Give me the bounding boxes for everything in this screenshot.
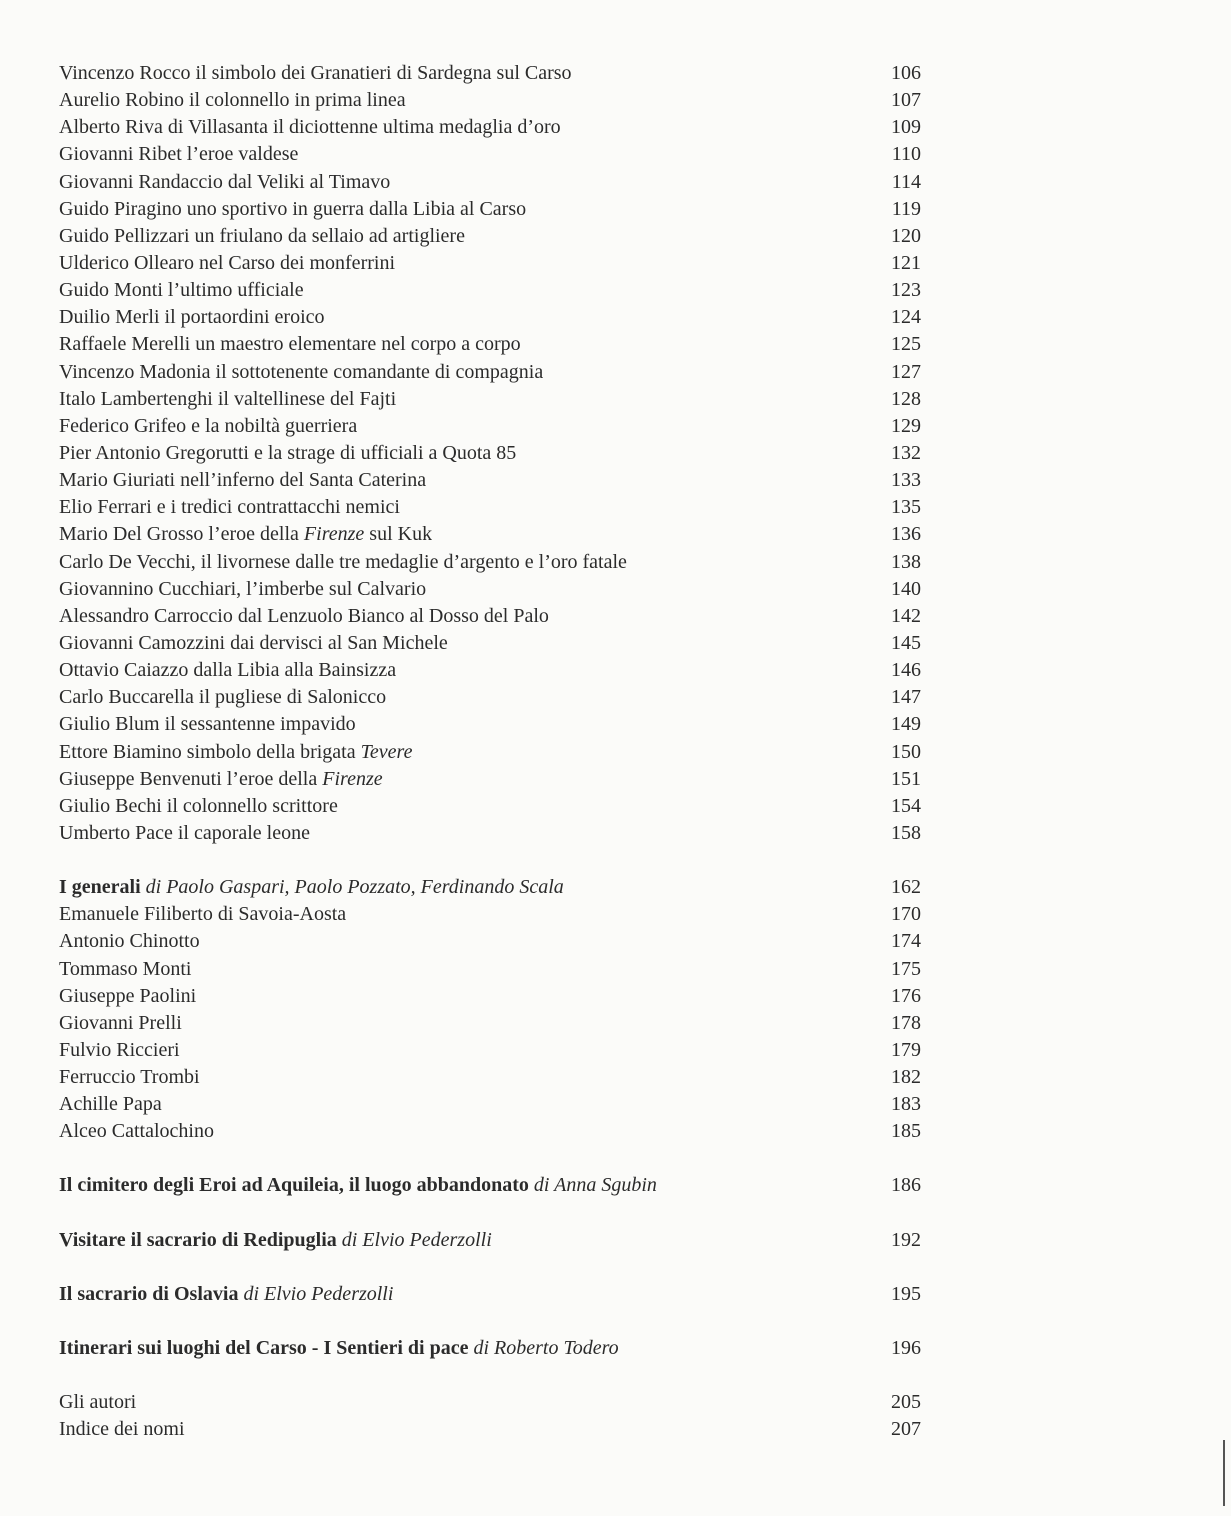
- toc-section: [59, 60, 921, 847]
- toc-entry-title-part: Umberto Pace il caporale leone: [59, 821, 310, 844]
- toc-entry: [59, 1281, 921, 1308]
- toc-entry-title-part: Alberto Riva di Villasanta il diciottenne ultima medaglia d’oro: [59, 116, 561, 139]
- toc-entry-page-number: 146: [891, 659, 921, 682]
- toc-entry-page-number: 178: [891, 1011, 921, 1034]
- toc-entry: [59, 766, 921, 793]
- toc-entry-title-part: Giulio Bechi il colonnello scrittore: [59, 794, 338, 817]
- toc-entry-title-part: Ulderico Ollearo nel Carso dei monferrini: [59, 251, 395, 274]
- toc-entry-title-part: Giuseppe Benvenuti l’eroe della: [59, 767, 323, 790]
- toc-entry-page-number: 147: [891, 686, 921, 709]
- toc-entry-page-number: 162: [891, 876, 921, 899]
- toc-entry-title: [59, 576, 426, 603]
- toc-entry-page-number: 142: [891, 604, 921, 627]
- toc-entry-title: [59, 1172, 657, 1199]
- toc-entry-title-part: Mario Giuriati nell’inferno del Santa Caterina: [59, 469, 427, 492]
- toc-entry-title-part: Giovanni Prelli: [59, 1011, 182, 1034]
- toc-entry: [59, 901, 921, 928]
- toc-entry-title-part: Duilio Merli il portaordini eroico: [59, 306, 325, 329]
- toc-entry: [59, 711, 921, 738]
- toc-entry-title: [59, 711, 356, 738]
- toc-entry-title-part: Il cimitero degli Eroi ad Aquileia, il luogo abbandonato: [59, 1174, 529, 1197]
- toc-entry-title-part: Aurelio Robino il colonnello in prima linea: [59, 89, 406, 112]
- toc-entry-title-part: Ferruccio Trombi: [59, 1066, 200, 1089]
- toc-entry: [59, 1172, 921, 1199]
- toc-entry-title: [59, 766, 383, 793]
- toc-entry-page-number: 176: [891, 984, 921, 1007]
- toc-entry-title-part: Tommaso Monti: [59, 957, 192, 980]
- toc-entry: [59, 684, 921, 711]
- toc-entry-title: [59, 87, 406, 114]
- toc-entry: [59, 793, 921, 820]
- toc-section: [59, 1172, 921, 1199]
- toc-entry-title: [59, 820, 310, 847]
- toc-entry-title: [59, 1118, 214, 1145]
- toc-section: [59, 1335, 921, 1362]
- toc-entry: [59, 386, 921, 413]
- toc-entry-page-number: 192: [891, 1228, 921, 1251]
- toc-entry-title: [59, 739, 412, 766]
- toc-entry: [59, 1335, 921, 1362]
- toc-entry-title-part: Itinerari sui luoghi del Carso - I Sentieri di pace: [59, 1336, 469, 1359]
- toc-entry: [59, 114, 921, 141]
- toc-entry-title-part: Gli autori: [59, 1391, 137, 1414]
- toc-entry-title: [59, 1389, 136, 1416]
- toc-entry-page-number: 175: [891, 957, 921, 980]
- toc-entry-title-part: di Elvio Pederzolli: [341, 1228, 492, 1251]
- toc-entry-title: [59, 331, 521, 358]
- toc-entry: [59, 494, 921, 521]
- toc-entry-page-number: 106: [891, 62, 921, 84]
- toc-entry-title: [59, 1227, 492, 1254]
- toc-entry-title: [59, 1281, 393, 1308]
- toc-entry-title: [59, 60, 572, 87]
- toc-entry-title-part: Giovanni Randaccio dal Veliki al Timavo: [59, 170, 391, 193]
- toc-entry-title-part: di Anna Sgubin: [533, 1174, 657, 1197]
- toc-entry-page-number: 182: [891, 1066, 921, 1089]
- toc-entry-title-part: Vincenzo Rocco il simbolo dei Granatieri di Sardegna sul Carso: [59, 62, 572, 84]
- toc-entry: [59, 630, 921, 657]
- toc-entry-title-part: Indice dei nomi: [59, 1418, 185, 1441]
- toc-entry-title-part: Giulio Blum il sessantenne impavido: [59, 713, 356, 736]
- toc-entry-page-number: 186: [891, 1174, 921, 1197]
- toc-entry-title: [59, 1064, 200, 1091]
- toc-entry-title-part: Antonio Chinotto: [59, 930, 200, 953]
- toc-entry-title: [59, 630, 448, 657]
- toc-entry-title: [59, 494, 400, 521]
- toc-entry: [59, 1064, 921, 1091]
- toc-entry: [59, 60, 921, 87]
- toc-entry-title-part: Firenze: [303, 523, 365, 546]
- toc-entry: [59, 467, 921, 494]
- toc-entry-title-part: Giuseppe Paolini: [59, 984, 197, 1007]
- toc-entry-title-part: di Elvio Pederzolli: [243, 1282, 394, 1305]
- toc-entry-title-part: Giovannino Cucchiari, l’imberbe sul Calvario: [59, 577, 427, 600]
- toc-entry-title: [59, 196, 526, 223]
- toc-entry-title-part: Guido Pellizzari un friulano da sellaio ad artigliere: [59, 224, 465, 247]
- toc-entry-title-part: Giovanni Ribet l’eroe valdese: [59, 143, 299, 166]
- toc-entry: [59, 1389, 921, 1416]
- toc-entry-page-number: 150: [891, 740, 921, 763]
- toc-entry-title-part: Carlo Buccarella il pugliese di Salonicco: [59, 686, 387, 709]
- toc-entry-page-number: 183: [891, 1093, 921, 1116]
- toc-entry: [59, 576, 921, 603]
- toc-entry-title-part: Achille Papa: [59, 1093, 162, 1116]
- toc-entry-page-number: 174: [891, 930, 921, 953]
- toc-entry-page-number: 132: [891, 441, 921, 464]
- toc-entry: [59, 1118, 921, 1145]
- toc-entry-page-number: 158: [891, 821, 921, 844]
- toc-entry-page-number: 124: [891, 306, 921, 329]
- toc-entry-page-number: 185: [891, 1120, 921, 1143]
- toc-entry-title-part: Ottavio Caiazzo dalla Libia alla Bainsizza: [59, 659, 397, 682]
- toc-entry-page-number: 135: [891, 496, 921, 519]
- toc-entry-page-number: 145: [891, 631, 921, 654]
- toc-entry-title-part: Visitare il sacrario di Redipuglia: [59, 1228, 337, 1251]
- toc-entry: [59, 196, 921, 223]
- toc-entry: [59, 223, 921, 250]
- toc-entry-page-number: 138: [891, 550, 921, 573]
- toc-entry: [59, 359, 921, 386]
- toc-entry: [59, 413, 921, 440]
- toc-entry-page-number: 170: [891, 903, 921, 926]
- toc-entry-title: [59, 114, 561, 141]
- toc-entry-page-number: 123: [891, 279, 921, 302]
- toc-entry-page-number: 207: [891, 1418, 921, 1441]
- toc-entry-title-part: di Roberto Todero: [473, 1336, 619, 1359]
- toc-entry: [59, 169, 921, 196]
- toc-entry-page-number: 140: [891, 577, 921, 600]
- toc-entry-title: [59, 304, 325, 331]
- toc-entry: [59, 739, 921, 766]
- toc-entry-title-part: sul Kuk: [364, 523, 433, 546]
- toc-entry-title-part: Giovanni Camozzini dai dervisci al San Michele: [59, 631, 448, 654]
- toc-entry-title-part: Elio Ferrari e i tredici contrattacchi nemici: [59, 496, 400, 519]
- toc-entry: [59, 521, 921, 548]
- toc-entry-title-part: I generali: [59, 876, 141, 899]
- toc-entry-title: [59, 223, 465, 250]
- toc-entry: [59, 304, 921, 331]
- toc-section: [59, 874, 921, 1145]
- toc-entry-title: [59, 1091, 162, 1118]
- toc-entry-page-number: 120: [891, 224, 921, 247]
- toc-entry-title: [59, 440, 516, 467]
- toc-entry-title-part: Tevere: [360, 740, 413, 763]
- toc-entry-title: [59, 413, 357, 440]
- toc-entry-title-part: Fulvio Riccieri: [59, 1038, 180, 1061]
- toc-entry-title: [59, 657, 396, 684]
- toc-entry-title: [59, 956, 192, 983]
- toc-entry-title-part: Il sacrario di Oslavia: [59, 1282, 239, 1305]
- toc-entry-page-number: 149: [891, 713, 921, 736]
- toc-entry-page-number: 125: [891, 333, 921, 356]
- toc-entry-page-number: 133: [891, 469, 921, 492]
- toc-entry-title-part: Raffaele Merelli un maestro elementare nel corpo a corpo: [59, 333, 521, 356]
- toc-entry-title: [59, 359, 543, 386]
- toc-entry-title-part: Italo Lambertenghi il valtellinese del Fajti: [59, 387, 397, 410]
- toc-entry-title-part: Federico Grifeo e la nobiltà guerriera: [59, 414, 358, 437]
- toc-entry-title-part: Guido Monti l’ultimo ufficiale: [59, 279, 304, 302]
- toc-entry-title: [59, 250, 395, 277]
- toc-entry-title: [59, 1010, 182, 1037]
- toc-entry-title: [59, 467, 426, 494]
- toc-entry: [59, 141, 921, 168]
- toc-section: [59, 1227, 921, 1254]
- toc-entry-title: [59, 684, 386, 711]
- toc-entry: [59, 983, 921, 1010]
- toc-entry: [59, 549, 921, 576]
- toc-entry-title-part: Vincenzo Madonia il sottotenente comandante di compagnia: [59, 360, 544, 383]
- toc-entry: [59, 928, 921, 955]
- toc-section: [59, 1389, 921, 1443]
- toc-entry-page-number: 196: [891, 1336, 921, 1359]
- toc-entry: [59, 657, 921, 684]
- toc-entry-title-part: Carlo De Vecchi, il livornese dalle tre medaglie d’argento e l’oro fatale: [59, 550, 627, 573]
- toc-entry-title-part: Alceo Cattalochino: [59, 1120, 214, 1143]
- toc-entry-title: [59, 793, 338, 820]
- toc-entry-title-part: Mario Del Grosso l’eroe della: [59, 523, 304, 546]
- toc-entry: [59, 331, 921, 358]
- toc-section: [59, 1281, 921, 1308]
- toc-entry-page-number: 127: [891, 360, 921, 383]
- toc-entry-title-part: Emanuele Filiberto di Savoia-Aosta: [59, 903, 347, 926]
- toc-entry-page-number: 205: [891, 1391, 921, 1414]
- toc-entry-title: [59, 603, 549, 630]
- toc-entry-title: [59, 549, 627, 576]
- toc-entry: [59, 1037, 921, 1064]
- toc-entry: [59, 250, 921, 277]
- toc-entry-page-number: 128: [891, 387, 921, 410]
- toc-entry: [59, 820, 921, 847]
- toc-entry-page-number: 195: [891, 1282, 921, 1305]
- toc-entry-page-number: 179: [891, 1038, 921, 1061]
- toc-entry-title: [59, 277, 304, 304]
- table-of-contents: [59, 60, 921, 1443]
- toc-entry: [59, 1010, 921, 1037]
- toc-entry: [59, 956, 921, 983]
- page-edge-line: [1223, 1440, 1225, 1506]
- toc-entry-title: [59, 901, 346, 928]
- toc-entry: [59, 1227, 921, 1254]
- toc-entry-page-number: 110: [891, 143, 921, 166]
- toc-entry-title-part: Guido Piragino uno sportivo in guerra dalla Libia al Carso: [59, 197, 527, 220]
- toc-entry: [59, 1091, 921, 1118]
- toc-entry: [59, 1416, 921, 1443]
- toc-entry-page-number: 129: [891, 414, 921, 437]
- toc-entry-page-number: 114: [891, 170, 921, 193]
- toc-entry-page-number: 136: [891, 523, 921, 546]
- toc-entry: [59, 87, 921, 114]
- toc-entry-title-part: di Paolo Gaspari, Paolo Pozzato, Ferdinando Scala: [145, 876, 564, 899]
- toc-entry-title-part: Firenze: [322, 767, 383, 790]
- toc-entry-title: [59, 169, 390, 196]
- toc-entry-title: [59, 141, 298, 168]
- toc-entry: [59, 874, 921, 901]
- toc-entry-title: [59, 1416, 185, 1443]
- toc-entry-title: [59, 521, 432, 548]
- toc-entry-page-number: 107: [891, 89, 921, 112]
- toc-entry-page-number: 151: [891, 767, 921, 790]
- toc-entry-title: [59, 928, 200, 955]
- toc-entry-title: [59, 386, 396, 413]
- toc-entry-title: [59, 983, 196, 1010]
- toc-entry: [59, 440, 921, 467]
- toc-entry-title-part: Ettore Biamino simbolo della brigata: [59, 740, 361, 763]
- toc-entry-page-number: 154: [891, 794, 921, 817]
- toc-entry-title-part: Alessandro Carroccio dal Lenzuolo Bianco al Dosso del Palo: [59, 604, 549, 627]
- toc-entry-page-number: 109: [891, 116, 921, 139]
- toc-entry: [59, 603, 921, 630]
- toc-entry-page-number: 119: [891, 197, 921, 220]
- toc-entry-title-part: Pier Antonio Gregorutti e la strage di ufficiali a Quota 85: [59, 441, 517, 464]
- toc-entry-title: [59, 1335, 619, 1362]
- toc-entry: [59, 277, 921, 304]
- toc-entry-title: [59, 874, 564, 901]
- toc-entry-page-number: 121: [891, 251, 921, 274]
- toc-entry-title: [59, 1037, 180, 1064]
